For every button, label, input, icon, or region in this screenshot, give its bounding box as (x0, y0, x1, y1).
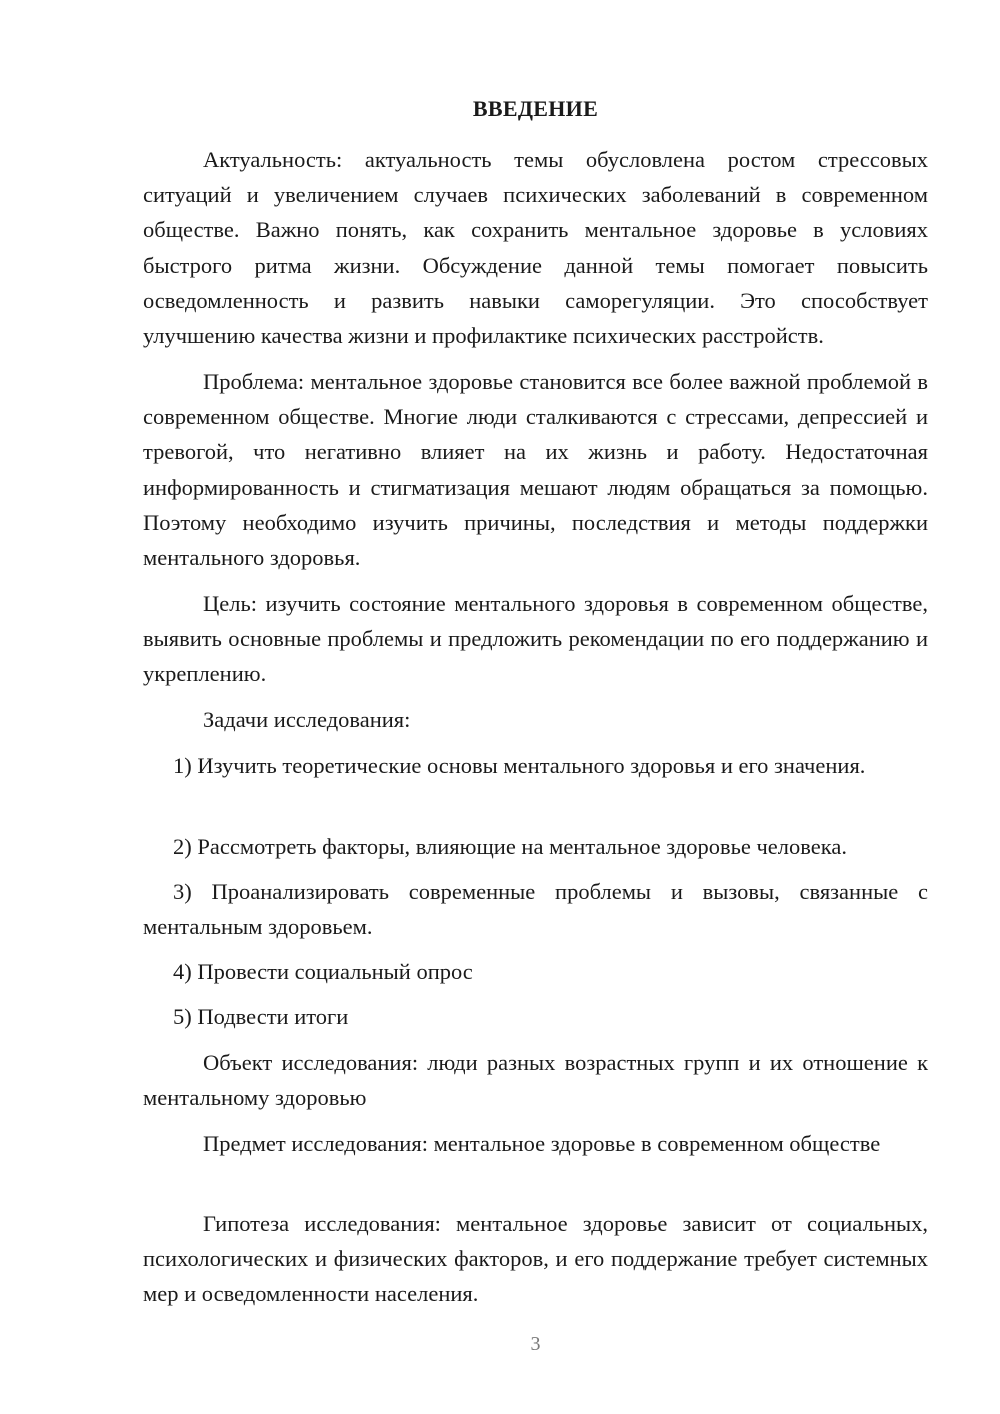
tasks-heading: Задачи исследования: (203, 707, 411, 732)
task-item-4: 4) Провести социальный опрос (173, 959, 473, 984)
problem-paragraph: Проблема: ментальное здоровье становится все более важной проблемой в современном обществе. Многие люди сталкиваются с стрессами, депрессией и тревогой, что негативно влияет на их жизнь и работу. Недостаточная информированность и стигматизация мешают людям обращаться за помощью. Поэтому необходимо изучить причины, последствия и методы поддержки ментального здоровья. (143, 369, 928, 571)
relevance-paragraph: Актуальность: актуальность темы обусловлена ростом стрессовых ситуаций и увеличением случаев психических заболеваний в современном обществе. Важно понять, как сохранить ментальное здоровье в условиях быстрого ритма жизни. Обсуждение данной темы помогает повысить осведомленность и развить навыки саморегуляции. Это способствует улучшению качества жизни и профилактике психических расстройств. (143, 147, 928, 349)
task-item-1: 1) Изучить теоретические основы ментального здоровья и его значения. (173, 753, 866, 778)
page-number: 3 (530, 1333, 541, 1355)
goal-paragraph: Цель: изучить состояние ментального здоровья в современном обществе, выявить основные проблемы и предложить рекомендации по его поддержанию и укреплению. (143, 591, 928, 687)
task-item-2: 2) Рассмотреть факторы, влияющие на ментальное здоровье человека. (173, 834, 847, 859)
task-item-3: 3) Проанализировать современные проблемы и вызовы, связанные с ментальным здоровьем. (143, 879, 928, 940)
section-title: ВВЕДЕНИЕ (472, 96, 599, 121)
subject-paragraph: Предмет исследования: ментальное здоровье в современном обществе (203, 1131, 881, 1156)
object-paragraph: Объект исследования: люди разных возрастных групп и их отношение к ментальному здоровью (143, 1050, 928, 1111)
hypothesis-paragraph: Гипотеза исследования: ментальное здоровье зависит от социальных, психологических и физических факторов, и его поддержание требует системных мер и осведомленности населения. (143, 1211, 928, 1307)
task-item-5: 5) Подвести итоги (173, 1004, 349, 1029)
